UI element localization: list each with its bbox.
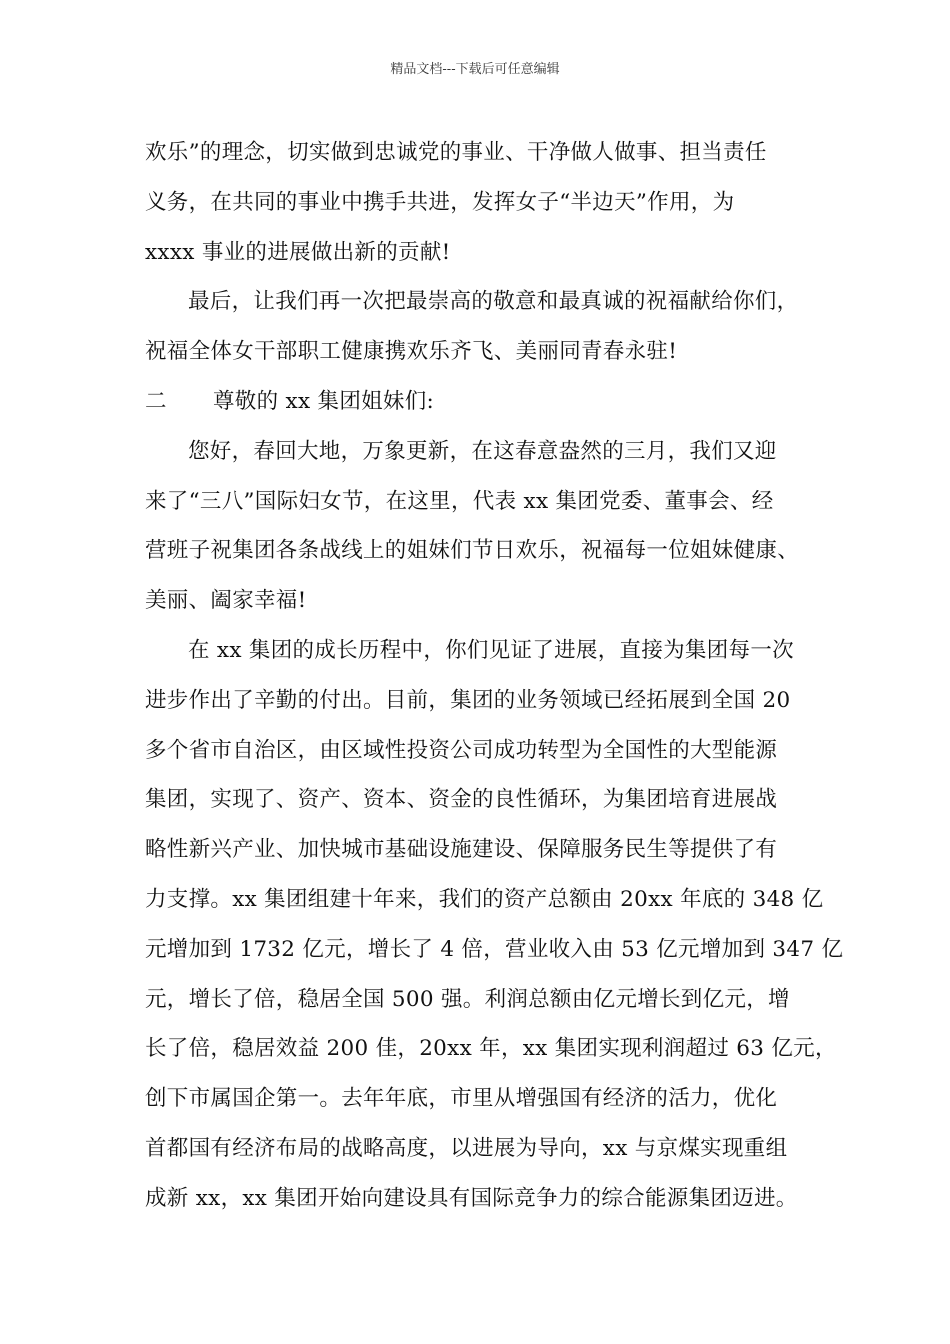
text-line: 元，增长了倍，稳居全国 500 强。利润总额由亿元增长到亿元，增 bbox=[145, 986, 790, 1012]
text-line: 来了“三八”国际妇女节，在这里，代表 xx 集团党委、董事会、经 bbox=[145, 488, 774, 514]
text-line: 义务，在共同的事业中携手共进，发挥女子“半边天”作用，为 bbox=[145, 189, 735, 215]
text-line: 最后，让我们再一次把最崇高的敬意和最真诚的祝福献给你们， bbox=[188, 289, 799, 315]
page-header: 精品文档---下载后可任意编辑 bbox=[390, 62, 560, 77]
text-line: 长了倍，稳居效益 200 佳，20xx 年，xx 集团实现利润超过 63 亿元， bbox=[145, 1036, 837, 1062]
text-line: xxxx 事业的进展做出新的贡献! bbox=[145, 239, 451, 265]
text-line: 力支撑。xx 集团组建十年来，我们的资产总额由 20xx 年底的 348 亿 bbox=[145, 886, 824, 912]
text-line: 营班子祝集团各条战线上的姐妹们节日欢乐，祝福每一位姐妹健康、 bbox=[145, 538, 800, 564]
section-heading bbox=[145, 377, 827, 427]
section-number: 二 bbox=[145, 388, 167, 414]
text-line: 创下市属国企第一。去年年底，市里从增强国有经济的活力，优化 bbox=[145, 1086, 778, 1112]
text-line: 元增加到 1732 亿元，增长了 4 倍，营业收入由 53 亿元增加到 347 亿 bbox=[145, 936, 844, 962]
text-line: 欢乐”的理念，切实做到忠诚党的事业、干净做人做事、担当责任 bbox=[145, 140, 767, 165]
text-line: 首都国有经济布局的战略高度，以进展为导向，xx 与京煤实现重组 bbox=[145, 1135, 788, 1161]
text-line: 成新 xx，xx 集团开始向建设具有国际竞争力的综合能源集团迈进。 bbox=[145, 1185, 798, 1211]
text-line: 略性新兴产业、加快城市基础设施建设、保障服务民生等提供了有 bbox=[145, 837, 778, 863]
text-line: 您好，春回大地，万象更新，在这春意盎然的三月，我们又迎 bbox=[188, 438, 777, 464]
text-line: 美丽、阖家幸福! bbox=[145, 588, 307, 614]
text-line: 在 xx 集团的成长历程中，你们见证了进展，直接为集团每一次 bbox=[188, 637, 794, 663]
text-line: 进步作出了辛勤的付出。目前，集团的业务领域已经拓展到全国 20 bbox=[145, 687, 791, 713]
text-line: 多个省市自治区，由区域性投资公司成功转型为全国性的大型能源 bbox=[145, 737, 778, 763]
text-line: 祝福全体女干部职工健康携欢乐齐飞、美丽同青春永驻! bbox=[145, 339, 678, 365]
text-line: 集团，实现了、资产、资本、资金的良性循环，为集团培育进展战 bbox=[145, 787, 778, 813]
section-title: 尊敬的 xx 集团姐妹们: bbox=[213, 388, 435, 414]
document-body bbox=[145, 128, 844, 1224]
